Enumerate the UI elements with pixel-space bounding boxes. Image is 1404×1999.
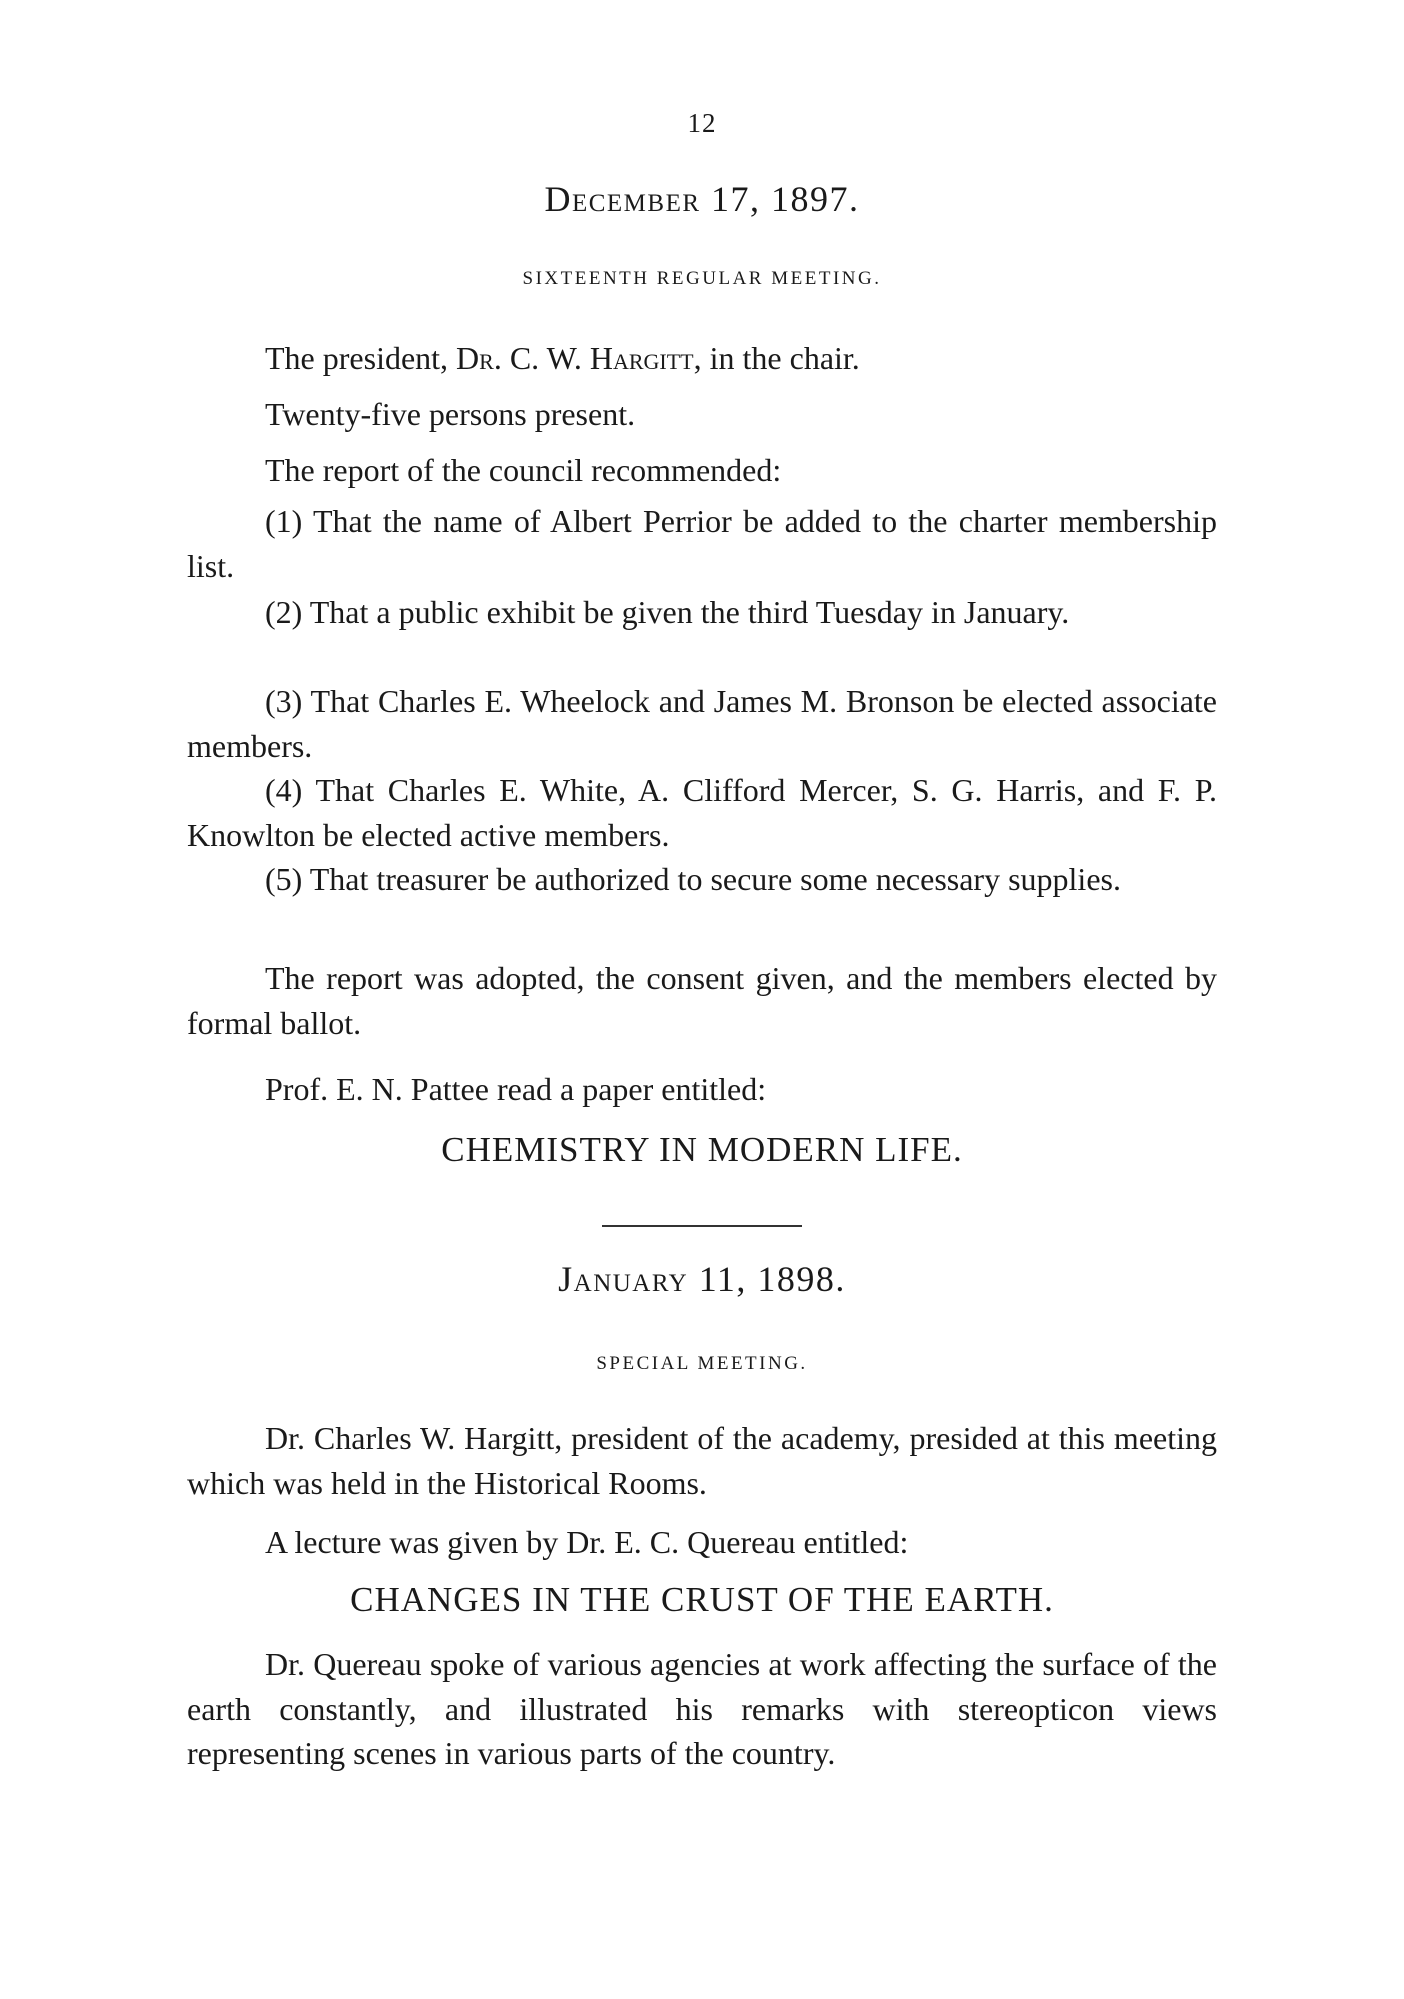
section-divider [602, 1225, 802, 1227]
paragraph-president [187, 336, 1217, 381]
meeting-date-heading: January 11, 1898. [558, 1259, 846, 1299]
page-number: 12 [687, 108, 717, 138]
paragraph-lecture: A lecture was given by Dr. E. C. Quereau entitled: [265, 1524, 909, 1560]
president-name: Dr. C. W. Hargitt [456, 340, 694, 376]
paragraph-presided: Dr. Charles W. Hargitt, president of the academy, presided at this meeting which was held in the Historical Rooms. [187, 1420, 1217, 1501]
list-item: (4) That Charles E. White, A. Clifford Mercer, S. G. Harris, and F. P. Knowlton be elected active members. [187, 772, 1217, 853]
list-item: (3) That Charles E. Wheelock and James M. Bronson be elected associate members. [187, 683, 1217, 764]
meeting-date-heading: December 17, 1897. [544, 179, 860, 219]
president-text-pre: The president, [265, 340, 457, 376]
list-item: (2) That a public exhibit be given the third Tuesday in January. [265, 594, 1070, 630]
paragraph-present: Twenty-five persons present. [265, 396, 636, 432]
lecture-title: CHANGES IN THE CRUST OF THE EARTH. [350, 1580, 1054, 1619]
list-item: (5) That treasurer be authorized to secure some necessary supplies. [265, 861, 1121, 897]
meeting-type-heading: SIXTEENTH REGULAR MEETING. [522, 268, 882, 289]
paragraph-report: The report of the council recommended: [265, 452, 782, 488]
meeting-type-heading: SPECIAL MEETING. [596, 1353, 808, 1374]
paper-title: CHEMISTRY IN MODERN LIFE. [441, 1130, 963, 1169]
paragraph-spoke: Dr. Quereau spoke of various agencies at work affecting the surface of the earth constantly, and illustrated his remarks with stereopticon views representing scenes in various parts of the country. [187, 1646, 1217, 1771]
president-text-post: , in the chair. [693, 340, 860, 376]
paragraph-adopted: The report was adopted, the consent given, and the members elected by formal ballot. [187, 960, 1217, 1041]
paragraph-paper: Prof. E. N. Pattee read a paper entitled: [265, 1071, 767, 1107]
list-item: (1) That the name of Albert Perrior be added to the charter membership list. [187, 503, 1217, 584]
